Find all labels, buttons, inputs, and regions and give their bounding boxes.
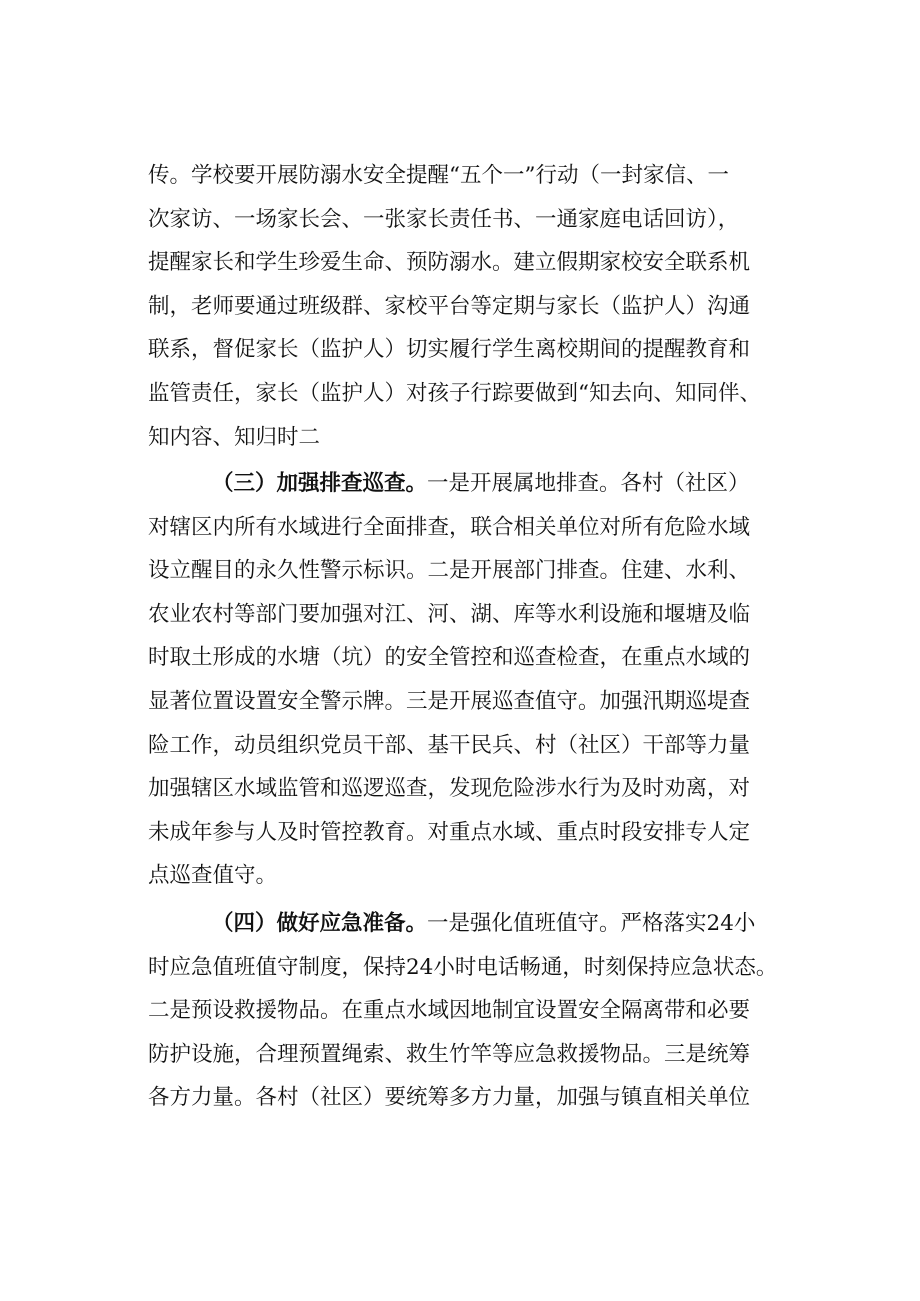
text-line: 时取土形成的水塘（坑）的安全管控和巡查检查，在重点水域的 bbox=[148, 645, 751, 671]
text-line: 农业农村等部门要加强对江、河、湖、库等水利设施和堰塘及临 bbox=[148, 601, 751, 627]
paragraph-parent-school-contact bbox=[148, 154, 828, 459]
text-line: 险工作，动员组织党员干部、基干民兵、村（社区）干部等力量 bbox=[148, 732, 751, 758]
text-line: 未成年参与人及时管控教育。对重点水域、重点时段安排专人定 bbox=[148, 819, 751, 845]
text-line: 设立醒目的永久性警示标识。二是开展部门排查。住建、水利、 bbox=[148, 558, 751, 584]
paragraph-inspection bbox=[148, 462, 828, 898]
text-fragment: 一是开展属地排查。各村（社区） bbox=[427, 471, 750, 496]
paragraph-first-line bbox=[148, 902, 828, 946]
text-line: 监管责任，家长（监护人）对孩子行踪要做到“知去向、知同伴、 bbox=[148, 380, 761, 406]
section-heading-emergency: （四）做好应急准备。 bbox=[212, 911, 428, 936]
text-line: 对辖区内所有水域进行全面排查，联合相关单位对所有危险水域 bbox=[148, 514, 751, 540]
text-line: 联系，督促家长（监护人）切实履行学生离校期间的提醒教育和 bbox=[148, 337, 751, 363]
paragraph-first-line bbox=[148, 462, 828, 506]
paragraph-emergency bbox=[148, 902, 828, 1120]
section-heading-inspection: （三）加强排查巡查。 bbox=[212, 471, 428, 496]
text-line: 防护设施，合理预置绳索、救生竹竿等应急救援物品。三是统筹 bbox=[148, 1041, 751, 1067]
text-line: 二是预设救援物品。在重点水域因地制宜设置安全隔离带和必要 bbox=[148, 998, 751, 1024]
text-line: 显著位置设置安全警示牌。三是开展巡查值守。加强汛期巡堤查 bbox=[148, 688, 751, 714]
text-line: 制，老师要通过班级群、家校平台等定期与家长（监护人）沟通 bbox=[148, 293, 751, 319]
text-line: 次家访、一场家长会、一张家长责任书、一通家庭电话回访）， bbox=[148, 206, 740, 232]
text-line: 提醒家长和学生珍爱生命、预防溺水。建立假期家校安全联系机 bbox=[148, 250, 751, 276]
text-fragment: 一是强化值班值守。严格落实24小 bbox=[427, 911, 756, 936]
text-line: 点巡查值守。 bbox=[148, 863, 278, 889]
text-line: 加强辖区水域监管和巡逻巡查，发现危险涉水行为及时劝离，对 bbox=[148, 776, 751, 802]
text-line: 时应急值班值守制度，保持24小时电话畅通，时刻保持应急状态。 bbox=[148, 954, 778, 980]
text-line: 各方力量。各村（社区）要统筹多方力量，加强与镇直相关单位 bbox=[148, 1085, 751, 1111]
text-line: 知内容、知归时二 bbox=[148, 424, 321, 450]
text-line: 传。学校要开展防溺水安全提醒“五个一”行动（一封家信、一 bbox=[148, 163, 729, 188]
